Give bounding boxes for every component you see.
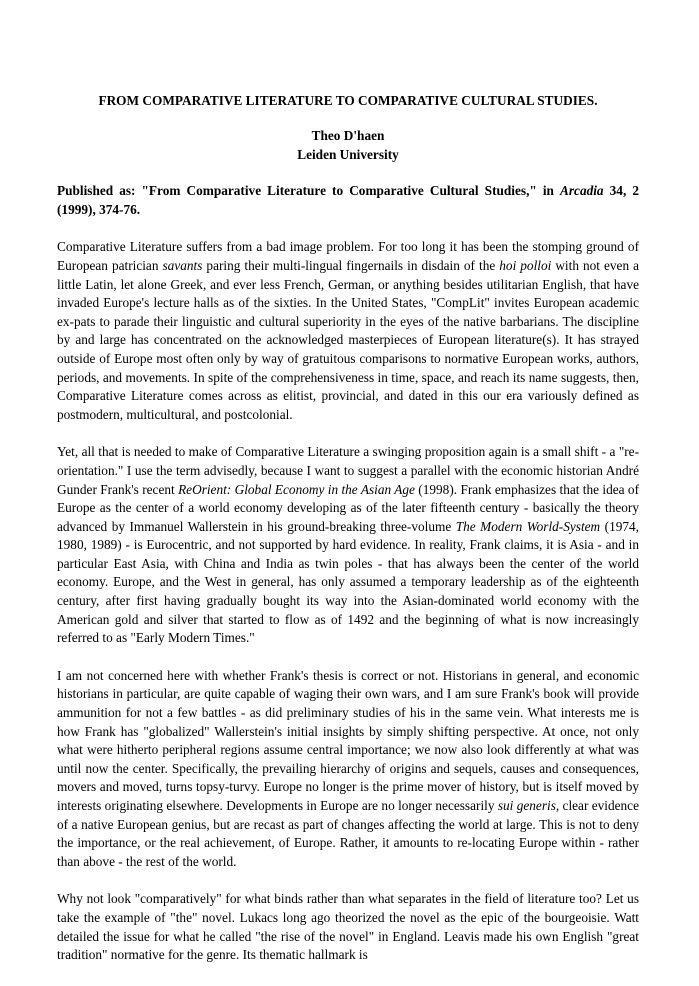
paragraph-text: paring their multi-lingual fingernails in disdain of the xyxy=(202,257,500,273)
italic-term: sui generis xyxy=(497,798,556,813)
paragraph-3 xyxy=(57,667,639,872)
book-title: ReOrient: Global Economy in the Asian Age xyxy=(178,481,415,497)
document-page xyxy=(57,92,639,978)
publication-suffix: 34, 2 (1999), 374-76. xyxy=(57,183,639,217)
author-affiliation: Leiden University xyxy=(297,146,399,162)
paragraph-text: (1974, 1980, 1989) - is Eurocentric, and not supported by hard evidence. In reality, Frank claims, it is Asia - and in particular East Asia, with China and India as twin poles - that has always been the center of the world economy. Europe, and the West in general, has only assumed a temporary leadership as of the eighteenth century, after first having gradually bought its way into the Asian-dominated world economy with the American gold and silver that started to flow as of 1492 and the beginning of what is now increasingly referred to as "Early Modern Times." xyxy=(57,518,639,646)
paragraph-2 xyxy=(57,443,639,648)
italic-term: hoi polloi xyxy=(499,257,552,273)
journal-name: Arcadia xyxy=(560,183,604,199)
paragraph-text: with not even a little Latin, let alone Greek, and ever less French, German, or anything besides utilitarian English, that have invaded Europe's lecture halls as of the sixties. In the United States, "CompLit" invites European academic ex-pats to parade their linguistic and cultural superiority in the eyes of the native barbarians. The discipline by and large has concentrated on the acknowledged masterpieces of European literature(s). It has strayed outside of Europe most often only by way of gratuitous comparisons to normative European works, authors, periods, and movements. In spite of the comprehensiveness in time, space, and reach its name suggests, then, Comparative Literature comes across as elitist, provincial, and dated in this our era variously defined as postmodern, multicultural, and postcolonial. xyxy=(57,257,640,422)
paragraph-text: Why not look "comparatively" for what binds rather than what separates in the field of literature too? Let us take the example of "the" novel. Lukacs long ago theorized the novel as the epic of the bourgeoisie. Watt detailed the issue for what he called "the rise of the novel" in England. Leavis made his own English "great tradition" normative for the genre. Its thematic hallmark is xyxy=(57,891,639,963)
italic-term: savants xyxy=(162,257,203,273)
document-title: FROM COMPARATIVE LITERATURE TO COMPARATIVE CULTURAL STUDIES. xyxy=(98,93,598,108)
paragraph-text: , clear evidence of a native European genius, but are recast as part of changes affecting the world at large. This is not to deny the importance, or the real achievement, of Europe. Rather, it amounts to re-locating Europe within - rather than above - the rest of the world. xyxy=(57,798,639,869)
paragraph-text: I am not concerned here with whether Frank's thesis is correct or not. Historians in general, and economic historians in particular, are quite capable of waging their own wars, and I am sure Frank's book will provide ammunition for not a few battles - as did preliminary studies of his in the same vein. What interests me is how Frank has "globalized" Wallerstein's initial insights by simply shifting perspective. At once, not only what were hitherto peripheral regions assume central importance; we now also look differently at what was until now the center. Specifically, the prevailing hierarchy of origins and sequels, causes and consequences, movers and moved, turns topsy-turvy. Europe no longer is the prime mover of history, but is itself moved by interests originating elsewhere. Developments in Europe are no longer necessarily xyxy=(57,667,639,813)
paragraph-1 xyxy=(57,238,639,424)
paragraph-text: Comparative Literature suffers from a bad image problem. For too long it has been the stomping ground of European patrician xyxy=(57,239,639,273)
author-name: Theo D'haen xyxy=(311,128,385,143)
paragraph-text: (1998). Frank emphasizes that the idea of Europe as the center of a world economy developing as of the later fifteenth century - basically the theory advanced by Immanuel Wallerstein in his ground-breaking three-volume xyxy=(57,481,640,534)
paragraph-text: Yet, all that is needed to make of Comparative Literature a swinging proposition again is a small shift - a "re-orientation." I use the term advisedly, because I want to suggest a parallel with the economic historian André Gunder Frank's recent xyxy=(57,444,639,497)
book-title: The Modern World-System xyxy=(455,518,601,534)
publication-note xyxy=(57,182,639,219)
publication-prefix: Published as: "From Comparative Literature to Comparative Cultural Studies," in xyxy=(57,183,560,199)
paragraph-4 xyxy=(57,890,639,964)
author-block xyxy=(57,127,639,164)
